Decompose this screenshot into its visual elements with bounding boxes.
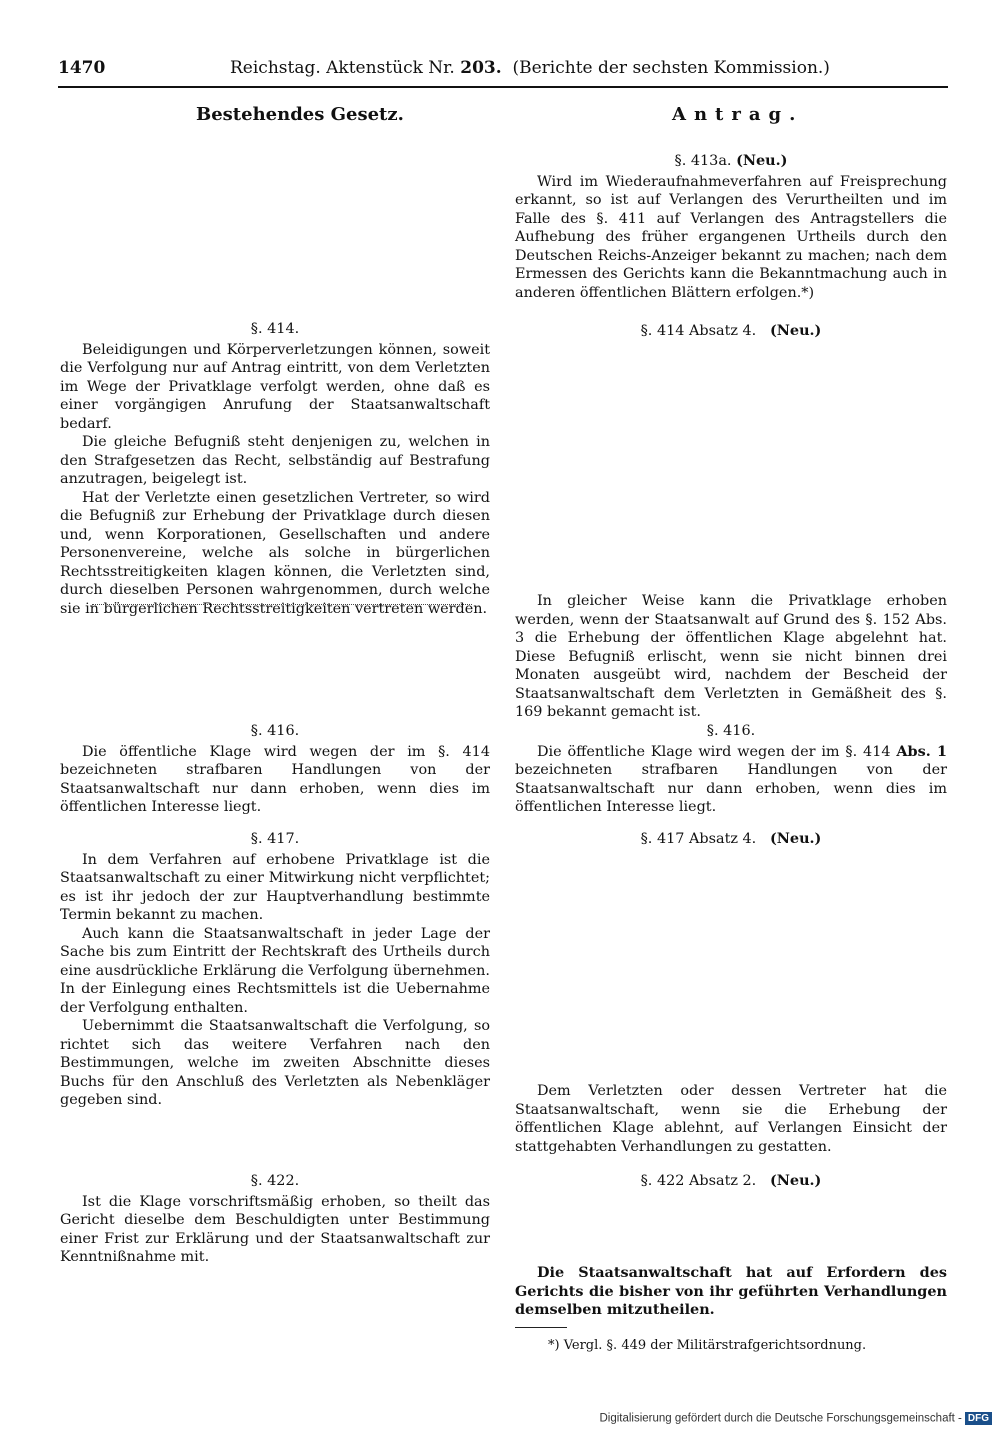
right-s422-new-tag: (Neu.) (769, 1172, 822, 1189)
right-s422-heading: §. 422 Absatz 2. (640, 1173, 757, 1189)
right-s413a-heading: §. 413a. (674, 153, 732, 169)
header-rule (58, 86, 948, 88)
left-s414-heading: §. 414. (250, 321, 300, 337)
left-s414-paragraph-2: Die gleiche Befugniß steht denjenigen zu, welchen in den Strafgesetzen das Recht, selbständig auf Bestrafung anzutragen, beigelegt ist. (60, 434, 490, 487)
right-s417-heading-line (515, 830, 947, 849)
right-s416-text-a: Die öffentliche Klage wird wegen der im §. 414 (537, 743, 891, 760)
dfg-logo: DFG (965, 1412, 992, 1425)
right-s414-paragraph-1: In gleicher Weise kann die Privatklage erhoben werden, wenn der Staatsanwalt auf Grund des §. 152 Abs. 3 die Erhebung der öffentlichen Klage abgelehnt hat. Diese Befugniß erlischt, wenn sie nicht binnen drei Monaten ausgeübt wird, nachdem der Bescheid der Staatsanwaltschaft dem Verletzten in Gemäßheit des §. 169 bekannt gemacht ist. (515, 593, 947, 720)
right-s413a-paragraph-1: Wird im Wiederaufnahmeverfahren auf Freisprechung erkannt, so ist auf Verlangen des Verurtheilten und im Falle des §. 411 auf Verlangen des Antragstellers die Aufhebung des früher ergangenen Urtheils durch den Deutschen Reichs-Anzeiger bekannt zu machen; nach dem Ermessen des Gerichts kann die Bekanntmachung auch in anderen öffentlichen Blättern erfolgen.*) (515, 173, 947, 301)
right-s417-new-tag: (Neu.) (769, 830, 822, 847)
right-s414-heading-line (515, 322, 947, 341)
left-column-heading: Bestehendes Gesetz. (196, 104, 404, 125)
right-s417-paragraph-1: Dem Verletzten oder dessen Vertreter hat die Staatsanwaltschaft, wenn sie die Erhebung der öffentlichen Klage ablehnt, auf Verlangen Einsicht der stattgehabten Verhandlungen zu gestatten. (515, 1083, 947, 1155)
right-s413a-new-tag: (Neu.) (736, 152, 788, 169)
running-title (230, 58, 830, 78)
right-s413a-heading-line (515, 152, 947, 171)
running-title-suffix: (Berichte der sechsten Kommission.) (512, 58, 830, 78)
right-s416-inserted-text: Abs. 1 (896, 742, 947, 760)
left-s416-block (60, 722, 490, 817)
right-s422-heading-line (515, 1172, 947, 1191)
digitization-credit (599, 1412, 992, 1425)
right-s414-heading: §. 414 Absatz 4. (640, 323, 757, 339)
right-s414-text-block (515, 592, 947, 722)
running-title-prefix: Reichstag. Aktenstück Nr. (230, 58, 455, 78)
right-s417-text-block (515, 1082, 947, 1156)
left-s422-heading: §. 422. (250, 1173, 300, 1189)
left-s416-paragraph-1: Die öffentliche Klage wird wegen der im §. 414 bezeichneten strafbaren Handlungen von der Staatsanwaltschaft nur dann erhoben, wenn dies im öffentlichen Interesse liegt. (60, 743, 490, 815)
document-number: 203. (460, 58, 502, 78)
left-dotted-rule (92, 604, 472, 605)
right-s417-heading-block (515, 830, 947, 851)
right-s422-text-block (515, 1264, 947, 1320)
right-s416-text-c: bezeichneten strafbaren Handlungen von der Staatsanwaltschaft nur dann erhoben, wenn dies im öffentlichen Interesse liegt. (515, 762, 947, 815)
left-s417-paragraph-3: Uebernimmt die Staatsanwaltschaft die Verfolgung, so richtet sich das weitere Verfahren nach den Bestimmungen, welche im zweiten Abschnitte dieses Buchs für den Anschluß des Verletzten als Nebenkläger gegeben sind. (60, 1018, 490, 1108)
left-s414-paragraph-1: Beleidigungen und Körperverletzungen können, soweit die Verfolgung nur auf Antrag eintritt, von dem Verletzten im Wege der Privatklage verfolgt werden, ohne daß es einer vorgängigen Anrufung der Staatsanwaltschaft bedarf. (60, 341, 490, 432)
right-s417-heading: §. 417 Absatz 4. (640, 831, 757, 847)
right-s416-paragraph-1 (515, 743, 947, 817)
right-s422-paragraph-1: Die Staatsanwaltschaft hat auf Erfordern des Gerichts die bisher von ihr geführten Verhandlungen demselben mitzutheilen. (515, 1264, 947, 1318)
right-column-heading: Antrag. (672, 104, 804, 125)
footnote-rule (515, 1327, 567, 1328)
left-s422-paragraph-1: Ist die Klage vorschriftsmäßig erhoben, so theilt das Gericht dieselbe dem Beschuldigten unter Bestimmung einer Frist zur Erklärung und der Staatsanwaltschaft zur Kenntnißnahme mit. (60, 1193, 490, 1265)
right-s416-block (515, 722, 947, 817)
right-s414-new-tag: (Neu.) (769, 322, 822, 339)
left-s416-heading: §. 416. (250, 723, 300, 739)
left-s422-block (60, 1172, 490, 1267)
left-s417-paragraph-1: In dem Verfahren auf erhobene Privatklage ist die Staatsanwaltschaft zu einer Mitwirkung nicht verpflichtet; es ist ihr jedoch der zur Hauptverhandlung bestimmte Termin bekannt zu machen. (60, 851, 490, 923)
right-s416-heading: §. 416. (706, 723, 756, 739)
left-s417-block (60, 830, 490, 1110)
left-s417-heading: §. 417. (250, 831, 300, 847)
page-number: 1470 (58, 58, 106, 78)
credit-text: Digitalisierung gefördert durch die Deutsche Forschungsgemeinschaft - (599, 1412, 962, 1425)
right-s422-heading-block (515, 1172, 947, 1193)
right-s414-heading-block (515, 322, 947, 343)
left-s414-block (60, 320, 490, 618)
left-s414-paragraph-3: Hat der Verletzte einen gesetzlichen Vertreter, so wird die Befugniß zur Erhebung der Privatklage durch diesen und, wenn Korporationen, Gesellschaften und andere Personenvereine, welche als solche in bürgerlichen Rechtsstreitigkeiten klagen können, die Verletzten sind, durch dieselben Personen wahrgenommen, durch welche sie in bürgerlichen Rechtsstreitigkeiten vertreten werden. (60, 489, 490, 617)
right-s413a-block (515, 152, 947, 302)
running-header (58, 58, 940, 88)
footnote: *) Vergl. §. 449 der Militärstrafgerichtsordnung. (548, 1338, 867, 1353)
left-s417-paragraph-2: Auch kann die Staatsanwaltschaft in jeder Lage der Sache bis zum Eintritt der Rechtskraft des Urtheils durch eine ausdrückliche Erklärung die Verfolgung übernehmen. In der Einlegung eines Rechtsmittels ist die Uebernahme der Verfolgung enthalten. (60, 925, 490, 1016)
